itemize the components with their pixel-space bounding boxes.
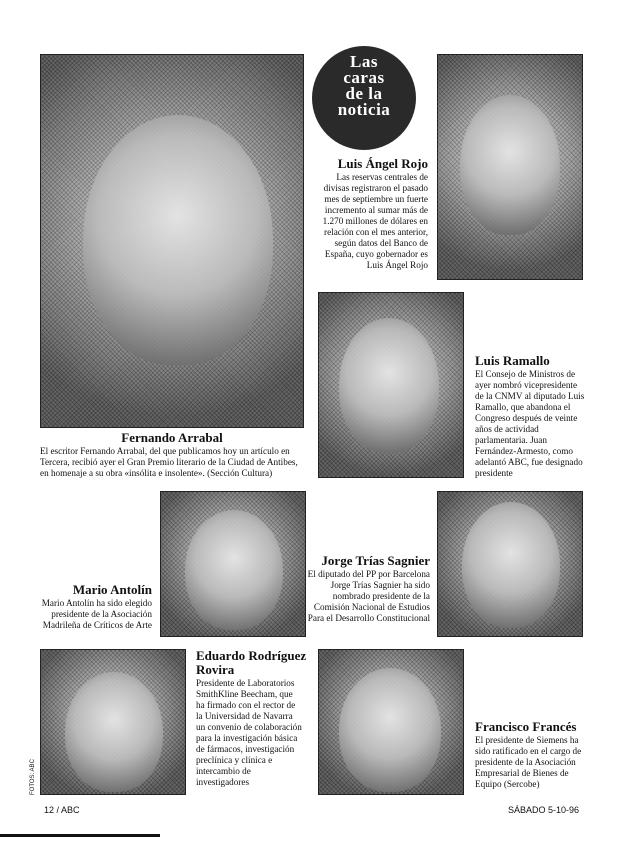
- photo-francisco-frances: [318, 649, 464, 795]
- badge-line-2: caras: [343, 68, 385, 87]
- caption-luis-angel-rojo: Las reservas centrales de divisas registraron el pasado mes de septiembre un fuerte incremento al sumar más de 1.270 millones de dólares en relación con el mes anterior, según datos del Banco de España, cuyo gobernador es Luis Ángel Rojo: [322, 172, 428, 270]
- badge-line-4: noticia: [337, 100, 391, 119]
- portrait-face: [185, 510, 283, 630]
- photo-credit: FOTOS: ABC: [30, 759, 36, 795]
- photo-luis-angel-rojo: [437, 54, 583, 280]
- caption-jorge-trias-sagnier: El diputado del PP por Barcelona Jorge Trías Sagnier ha sido nombrado presidente de la Comisión Nacional de Estudios Para el Desarrollo Constitucional: [307, 569, 430, 623]
- photo-eduardo-rodriguez-rovira: [40, 649, 186, 795]
- footer-rule: [0, 834, 160, 837]
- portrait-face: [462, 502, 560, 628]
- caption-francisco-frances: El presidente de Siemens ha sido ratificado en el cargo de presidente de la Asociación Empresarial de Bienes de Equipo (Sercobe): [475, 735, 582, 789]
- caption-mario-antolin: Mario Antolín ha sido elegido presidente de la Asociación Madrileña de Críticos de Arte: [41, 598, 152, 630]
- badge-line-1: Las: [350, 52, 378, 71]
- portrait-face: [339, 668, 441, 792]
- name-jorge-trias-sagnier: Jorge Trías Sagnier: [321, 553, 430, 568]
- name-mario-antolin: Mario Antolín: [72, 582, 152, 597]
- portrait-face: [65, 672, 163, 792]
- photo-luis-ramallo: [318, 292, 464, 478]
- photo-mario-antolin: [160, 491, 306, 637]
- portrait-face: [83, 115, 273, 365]
- section-badge: [312, 46, 416, 150]
- name-luis-ramallo: Luis Ramallo: [475, 353, 550, 368]
- page-number: 12 / ABC: [44, 805, 80, 815]
- name-eduardo-rodriguez-rovira: Eduardo Rodríguez Rovira: [196, 648, 307, 677]
- name-francisco-frances: Francisco Francés: [475, 719, 577, 734]
- name-fernando-arrabal: Fernando Arrabal: [121, 430, 223, 445]
- caption-luis-ramallo: El Consejo de Ministros de ayer nombró vicepresidente de la CNMV al diputado Luis Ramallo, que abandona el Congreso después de veinte años de actividad parlamentaria. Juan Fernández-Armesto, como adelantó ABC, fue designado presidente: [475, 369, 585, 478]
- name-luis-angel-rojo: Luis Ángel Rojo: [337, 156, 428, 171]
- badge-line-3: de la: [345, 84, 383, 103]
- page-date: SÁBADO 5-10-96: [508, 805, 580, 815]
- photo-fernando-arrabal: [40, 54, 304, 428]
- caption-eduardo-rodriguez-rovira: Presidente de Laboratorios SmithKline Beecham, que ha firmado con el rector de la Universidad de Navarra un convenio de colaboración para la investigación básica de fármacos, investigación preclínica y clínica e intercambio de investigadores: [196, 678, 302, 787]
- portrait-face: [339, 318, 439, 453]
- caption-fernando-arrabal: El escritor Fernando Arrabal, del que publicamos hoy un artículo en Tercera, recibió ayer el Gran Premio literario de la Ciudad de Antibes, en homenaje a su obra «insólita e insolente». (Sección Cultura): [40, 446, 298, 478]
- portrait-face: [460, 95, 560, 235]
- photo-jorge-trias-sagnier: [437, 491, 583, 637]
